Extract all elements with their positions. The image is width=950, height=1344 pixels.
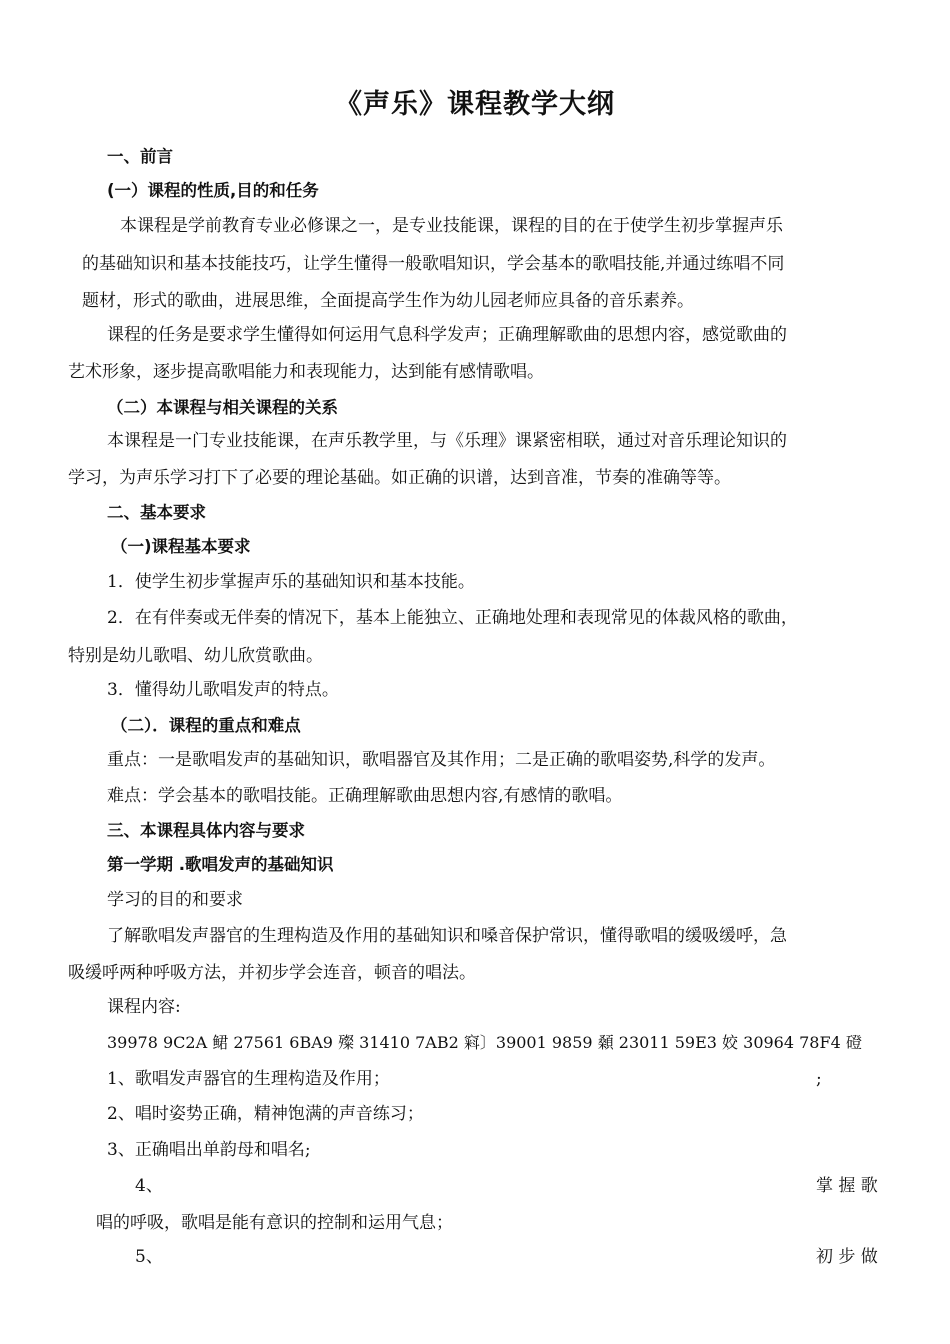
paragraph-line: 难点：学会基本的歌唱技能。正确理解歌曲思想内容,有感情的歌唱。 xyxy=(107,786,623,806)
paragraph-line: 题材，形式的歌曲，进展思维，全面提高学生作为幼儿园老师应具备的音乐素养。 xyxy=(82,291,694,311)
subsection-heading: （一)课程基本要求 xyxy=(111,537,251,556)
section-heading: 一、前言 xyxy=(107,147,173,166)
paragraph-line: 学习的目的和要求 xyxy=(107,890,243,910)
list-item: 5、 xyxy=(135,1247,163,1267)
paragraph-line: 本课程是一门专业技能课，在声乐教学里，与《乐理》课紧密相联，通过对音乐理论知识的 xyxy=(107,431,787,451)
list-item: 1、歌唱发声器官的生理构造及作用； xyxy=(107,1069,390,1089)
right-aligned-text: 掌 握 歌 xyxy=(816,1176,878,1196)
paragraph-line: 的基础知识和基本技能技巧，让学生懂得一般歌唱知识，学会基本的歌唱技能,并通过练唱不同 xyxy=(82,254,785,274)
paragraph-line: 重点：一是歌唱发声的基础知识，歌唱器官及其作用；二是正确的歌唱姿势,科学的发声。 xyxy=(107,750,776,770)
paragraph-line: 课程内容: xyxy=(107,997,181,1017)
subsection-heading: (一）课程的性质,目的和任务 xyxy=(107,181,319,200)
section-heading: 二、基本要求 xyxy=(107,503,206,522)
paragraph-line: 特别是幼儿歌唱、幼儿欣赏歌曲。 xyxy=(68,646,323,666)
list-item: 2．在有伴奏或无伴奏的情况下，基本上能独立、正确地处理和表现常见的体裁风格的歌曲， xyxy=(107,608,798,628)
paragraph-line: 吸缓呼两种呼吸方法，并初步学会连音，顿音的唱法。 xyxy=(68,963,476,983)
subsection-heading: 第一学期 .歌唱发声的基础知识 xyxy=(107,855,334,874)
paragraph-line: 本课程是学前教育专业必修课之一，是专业技能课，课程的目的在于使学生初步掌握声乐 xyxy=(120,216,783,236)
paragraph-line: 课程的任务是要求学生懂得如何运用气息科学发声；正确理解歌曲的思想内容，感觉歌曲的 xyxy=(107,325,787,345)
paragraph-line: 唱的呼吸，歌唱是能有意识的控制和运用气息； xyxy=(96,1213,453,1233)
section-heading: 三、本课程具体内容与要求 xyxy=(107,821,305,840)
list-item: 2、唱时姿势正确，精神饱满的声音练习； xyxy=(107,1104,424,1124)
code-line: 39978 9C2A 鲪 27561 6BA9 殩 31410 7AB2 窲〕39001 9859 顙 23011 59E3 姣 30964 78F4 磴 xyxy=(107,1033,862,1052)
paragraph-line: 了解歌唱发声器官的生理构造及作用的基础知识和嗓音保护常识，懂得歌唱的缓吸缓呼，急 xyxy=(107,926,787,946)
list-item: 3、正确唱出单韵母和唱名; xyxy=(107,1140,311,1160)
right-aligned-text: ; xyxy=(816,1069,822,1089)
subsection-heading: （二）．课程的重点和难点 xyxy=(111,716,301,735)
subsection-heading: （二）本课程与相关课程的关系 xyxy=(107,398,338,417)
right-aligned-text: 初 步 做 xyxy=(816,1247,878,1267)
document-title: 《声乐》课程教学大纲 xyxy=(335,89,615,120)
list-item: 3．懂得幼儿歌唱发声的特点。 xyxy=(107,680,339,700)
paragraph-line: 学习，为声乐学习打下了必要的理论基础。如正确的识谱，达到音准，节奏的准确等等。 xyxy=(68,468,731,488)
list-item: 1．使学生初步掌握声乐的基础知识和基本技能。 xyxy=(107,572,475,592)
list-item: 4、 xyxy=(135,1176,163,1196)
paragraph-line: 艺术形象，逐步提高歌唱能力和表现能力，达到能有感情歌唱。 xyxy=(68,362,544,382)
